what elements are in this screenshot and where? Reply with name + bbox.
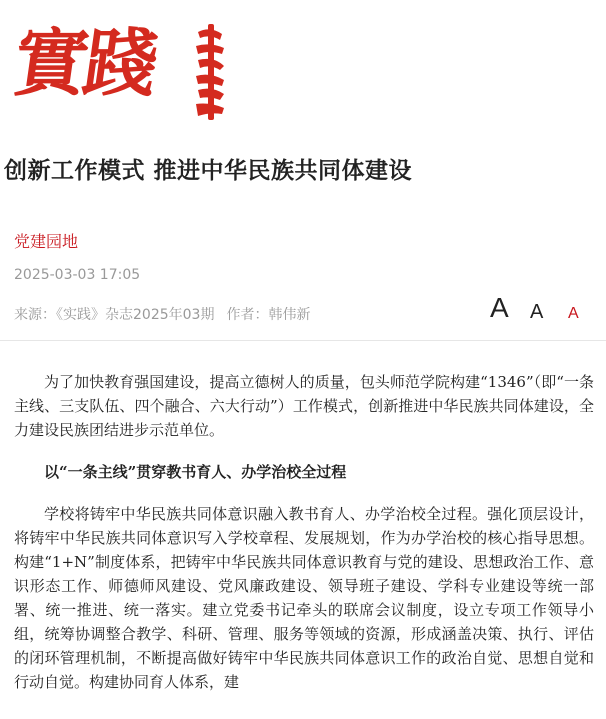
article-paragraph: 为了加快教育强国建设，提高立德树人的质量，包头师范学院构建“1346”（即“一条主线、三支队伍、四个融合、六大行动”）工作模式，创新推进中华民族共同体建设，全力建设民族团结进步示范单位。 <box>14 373 594 439</box>
article-title: 创新工作模式 推进中华民族共同体建设 <box>4 157 413 184</box>
font-size-medium-button[interactable]: A <box>530 301 544 323</box>
source-value: 《实践》杂志2025年03期 <box>56 307 215 323</box>
header-divider <box>0 340 606 341</box>
article-date: 2025-03-03 17:05 <box>14 267 141 283</box>
author-label: 作者： <box>226 307 269 323</box>
font-size-small-button[interactable]: A <box>568 305 579 322</box>
mongolian-script-icon <box>194 24 226 120</box>
site-logo[interactable] <box>7 10 224 120</box>
article-meta <box>14 304 310 324</box>
author-value: 韩伟新 <box>268 307 311 323</box>
article-paragraph: 学校将铸牢中华民族共同体意识融入教书育人、办学治校全过程。强化顶层设计，将铸牢中华民族共同体意识写入学校章程、发展规划，作为办学治校的核心指导思想。构建“1+N”制度体系，把铸牢中华民族共同体意识教育与党的建设、思想政治工作、意识形态工作、师德师风建设、党风廉政建设、领导班子建设、学科专业建设等统一部署、统一推进、统一落实。建立党委书记牵头的联席会议制度，设立专项工作领导小组，统筹协调整合教学、科研、管理、服务等领域的资源，形成涵盖决策、执行、评估的闭环管理机制，不断提高做好铸牢中华民族共同体意识工作的政治自觉、思想自觉和行动自觉。构建协同育人体系，建 <box>14 505 594 691</box>
source-label: 来源： <box>14 307 56 323</box>
article-category-link[interactable]: 党建园地 <box>14 232 79 251</box>
font-size-large-button[interactable]: A <box>490 292 509 323</box>
logo-text: 實踐 <box>7 21 161 107</box>
article-body <box>14 370 594 712</box>
article-section-heading: 以“一条主线”贯穿教书育人、办学治校全过程 <box>44 463 347 481</box>
